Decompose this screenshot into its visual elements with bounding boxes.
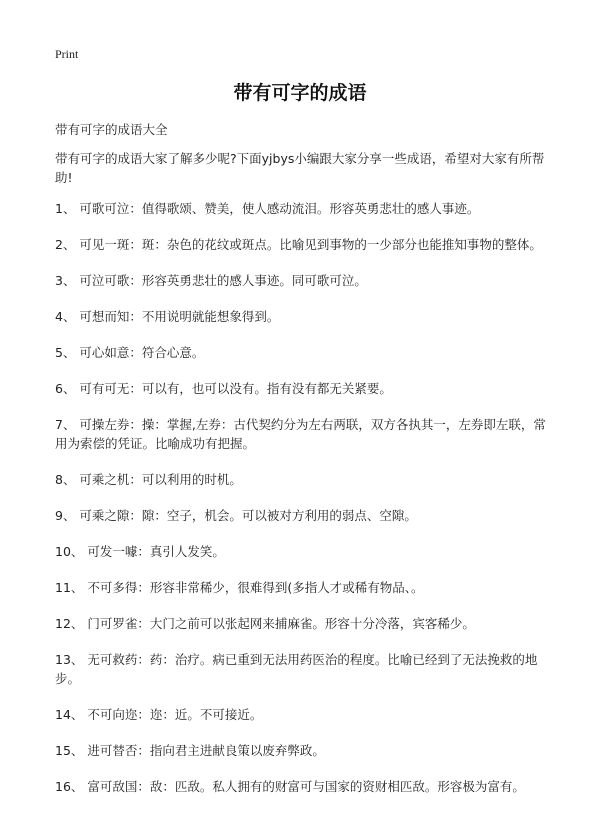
idiom-item-16: 16、 富可敌国：敌：匹敌。私人拥有的财富可与国家的资财相匹敌。形容极为富有。: [55, 779, 525, 794]
idiom-item-12: 12、 门可罗雀：大门之前可以张起网来捕麻雀。形容十分冷落，宾客稀少。: [55, 616, 475, 631]
idiom-item-11: 11、 不可多得：形容非常稀少，很难得到(多指人才或稀有物品、。: [55, 580, 424, 595]
idiom-item-7: 7、 可操左券：操：掌握,左券：古代契约分为左右两联，双方各执其一，左券即左联，常用为索偿的凭证。比喻成功有把握。: [55, 417, 546, 451]
page-title: 带有可字的成语: [233, 82, 367, 104]
idiom-item-3: 3、 可泣可歌：形容英勇悲壮的感人事迹。同可歌可泣。: [55, 273, 367, 288]
idiom-item-2: 2、 可见一斑：斑：杂色的花纹或斑点。比喻见到事物的一少部分也能推知事物的整体。: [55, 237, 542, 252]
idiom-item-4: 4、 可想而知：不用说明就能想象得到。: [55, 309, 280, 324]
idiom-item-9: 9、 可乘之隙：隙：空子，机会。可以被对方利用的弱点、空隙。: [55, 508, 417, 523]
idiom-item-10: 10、 可发一噱：真引人发笑。: [55, 544, 225, 559]
idiom-item-1: 1、 可歌可泣：值得歌颂、赞美，使人感动流泪。形容英勇悲壮的感人事迹。: [55, 201, 480, 216]
print-link[interactable]: Print: [55, 47, 79, 61]
intro-paragraph: 带有可字的成语大家了解多少呢?下面yjbys小编跟大家分享一些成语，希望对大家有所帮助!: [55, 151, 545, 185]
idiom-item-14: 14、 不可向迩：迩：近。不可接近。: [55, 707, 263, 722]
idiom-item-8: 8、 可乘之机：可以利用的时机。: [55, 472, 242, 487]
idiom-list: [55, 199, 555, 813]
idiom-item-15: 15、 进可替否：指向君主进献良策以废弃弊政。: [55, 743, 325, 758]
idiom-item-6: 6、 可有可无：可以有，也可以没有。指有没有都无关紧要。: [55, 381, 392, 396]
idiom-item-13: 13、 无可救药：药：治疗。病已重到无法用药医治的程度。比喻已经到了无法挽救的地步。: [55, 652, 538, 686]
document-subtitle: 带有可字的成语大全: [55, 122, 168, 137]
idiom-item-5: 5、 可心如意：符合心意。: [55, 345, 205, 360]
